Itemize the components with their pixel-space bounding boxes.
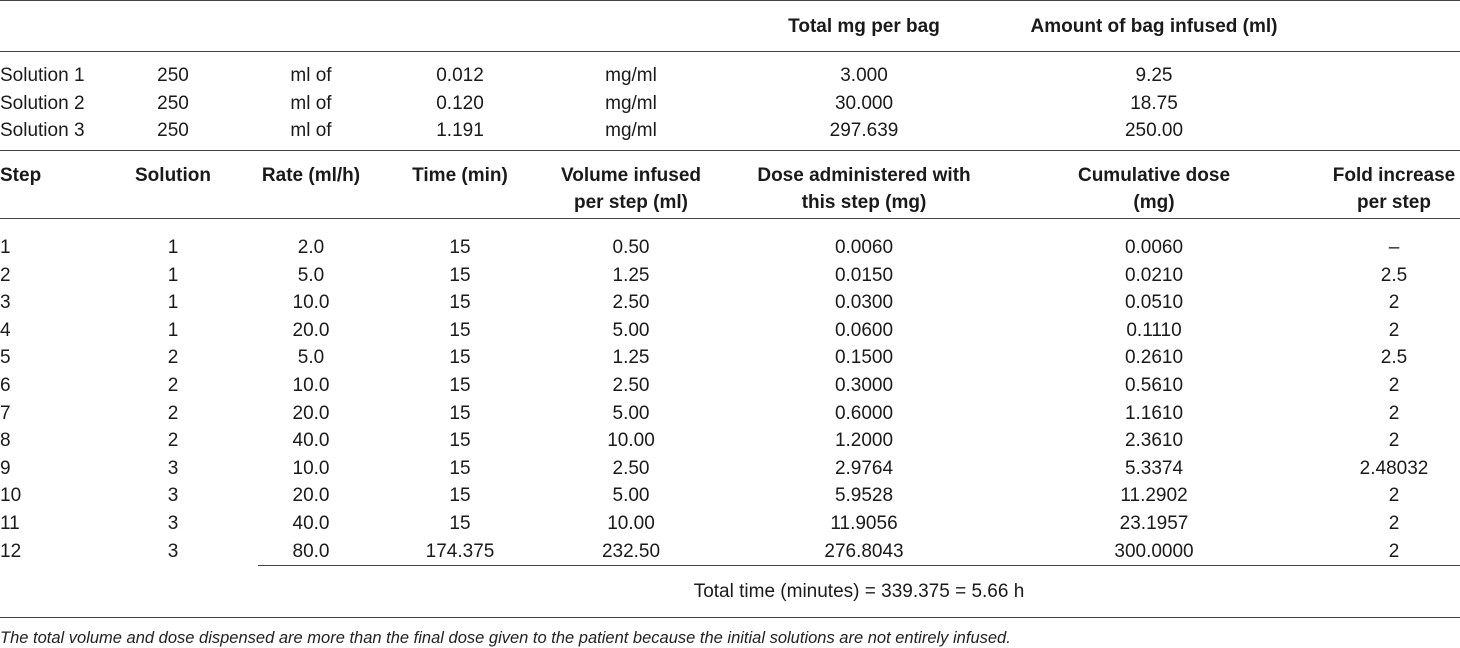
header-fold-line1: Fold increase xyxy=(1332,165,1456,186)
step-dose: 1.2000 xyxy=(834,430,894,451)
step-volume: 2.50 xyxy=(612,458,650,479)
step-number: 1 xyxy=(0,237,11,258)
step-dose: 0.3000 xyxy=(834,375,894,396)
step-volume: 1.25 xyxy=(612,265,650,286)
step-cumulative: 0.1110 xyxy=(1126,320,1182,341)
step-volume: 5.00 xyxy=(612,485,650,506)
step-fold: 2 xyxy=(1388,485,1400,506)
step-fold: 2.48032 xyxy=(1359,458,1429,479)
step-rate: 5.0 xyxy=(297,347,325,368)
step-dose: 0.0150 xyxy=(834,265,894,286)
step-volume: 10.00 xyxy=(607,513,655,534)
solution-concentration: 0.120 xyxy=(436,93,484,114)
step-cumulative: 300.0000 xyxy=(1114,541,1194,562)
step-cumulative: 23.1957 xyxy=(1119,513,1189,534)
step-volume: 10.00 xyxy=(607,430,655,451)
solution-amount-infused: 9.25 xyxy=(1135,65,1173,86)
step-cumulative: 5.3374 xyxy=(1124,458,1184,479)
step-time: 174.375 xyxy=(425,541,495,562)
step-cumulative: 11.2902 xyxy=(1120,485,1188,506)
step-volume: 2.50 xyxy=(612,375,650,396)
step-volume: 5.00 xyxy=(612,320,650,341)
step-solution: 2 xyxy=(167,375,179,396)
step-cumulative: 1.1610 xyxy=(1124,403,1184,424)
step-number: 11 xyxy=(0,513,20,534)
step-cumulative: 0.5610 xyxy=(1124,375,1184,396)
step-solution: 1 xyxy=(167,265,179,286)
step-dose: 0.1500 xyxy=(834,347,894,368)
steps-bottom-rule xyxy=(258,565,1460,566)
step-solution: 2 xyxy=(167,403,179,424)
step-time: 15 xyxy=(449,292,471,313)
step-dose: 0.6000 xyxy=(834,403,894,424)
step-cumulative: 2.3610 xyxy=(1124,430,1184,451)
step-cumulative: 0.0510 xyxy=(1124,292,1184,313)
step-number: 9 xyxy=(0,458,11,479)
solutions-header-rule xyxy=(0,51,1460,52)
step-fold: 2 xyxy=(1388,403,1400,424)
step-fold: 2 xyxy=(1388,320,1400,341)
step-rate: 10.0 xyxy=(292,292,330,313)
step-number: 10 xyxy=(0,485,22,506)
step-dose: 276.8043 xyxy=(824,541,904,562)
step-dose: 2.9764 xyxy=(834,458,894,479)
step-number: 8 xyxy=(0,430,11,451)
solution-concentration-unit: mg/ml xyxy=(605,120,657,141)
step-time: 15 xyxy=(449,403,471,424)
solution-name: Solution 1 xyxy=(0,65,85,86)
step-time: 15 xyxy=(449,458,471,479)
step-solution: 1 xyxy=(167,320,179,341)
step-number: 5 xyxy=(0,347,11,368)
step-rate: 10.0 xyxy=(292,458,330,479)
solution-amount-infused: 250.00 xyxy=(1124,120,1184,141)
step-solution: 1 xyxy=(167,292,179,313)
table-footnote: The total volume and dose dispensed are more than the final dose given to the patient because the initial solutions are not entirely infused. xyxy=(0,629,1011,647)
solution-volume-unit: ml of xyxy=(290,65,332,86)
step-fold: 2 xyxy=(1388,430,1400,451)
solution-volume-unit: ml of xyxy=(290,93,332,114)
step-number: 12 xyxy=(0,541,22,562)
header-amount-infused: Amount of bag infused (ml) xyxy=(1030,16,1278,37)
solution-volume: 250 xyxy=(157,93,189,114)
step-rate: 80.0 xyxy=(292,541,330,562)
solution-concentration: 0.012 xyxy=(436,65,484,86)
step-cumulative: 0.2610 xyxy=(1124,347,1184,368)
solution-concentration: 1.191 xyxy=(436,120,484,141)
steps-header-rule xyxy=(0,218,1460,219)
step-number: 2 xyxy=(0,265,11,286)
table-bottom-rule xyxy=(0,617,1460,618)
step-solution: 3 xyxy=(167,513,179,534)
step-fold: 2.5 xyxy=(1380,347,1408,368)
step-dose: 0.0060 xyxy=(834,237,894,258)
step-rate: 5.0 xyxy=(297,265,325,286)
header-volume-line2: per step (ml) xyxy=(573,192,689,213)
step-rate: 40.0 xyxy=(292,513,330,534)
step-cumulative: 0.0210 xyxy=(1124,265,1184,286)
solution-volume: 250 xyxy=(157,120,189,141)
step-solution: 2 xyxy=(167,347,179,368)
header-total-mg-per-bag: Total mg per bag xyxy=(788,16,940,37)
step-dose: 0.0600 xyxy=(834,320,894,341)
step-time: 15 xyxy=(449,485,471,506)
header-cumulative-line1: Cumulative dose xyxy=(1077,165,1231,186)
step-fold: – xyxy=(1388,237,1400,258)
header-dose-line1: Dose administered with xyxy=(757,165,971,186)
header-cumulative-line2: (mg) xyxy=(1133,192,1175,213)
header-time: Time (min) xyxy=(412,165,508,186)
header-rate: Rate (ml/h) xyxy=(261,165,361,186)
solution-total-mg: 297.639 xyxy=(829,120,899,141)
step-solution: 1 xyxy=(167,237,179,258)
step-rate: 40.0 xyxy=(292,430,330,451)
step-cumulative: 0.0060 xyxy=(1124,237,1184,258)
step-time: 15 xyxy=(449,237,471,258)
header-fold-line2: per step xyxy=(1357,192,1431,213)
step-solution: 3 xyxy=(167,458,179,479)
step-volume: 5.00 xyxy=(612,403,650,424)
solution-amount-infused: 18.75 xyxy=(1130,93,1178,114)
step-number: 7 xyxy=(0,403,11,424)
step-rate: 2.0 xyxy=(297,237,325,258)
solution-name: Solution 2 xyxy=(0,93,85,114)
step-volume: 0.50 xyxy=(612,237,650,258)
header-dose-line2: this step (mg) xyxy=(801,192,927,213)
solution-concentration-unit: mg/ml xyxy=(605,65,657,86)
step-time: 15 xyxy=(449,265,471,286)
step-fold: 2 xyxy=(1388,292,1400,313)
step-time: 15 xyxy=(449,320,471,341)
header-solution: Solution xyxy=(135,165,211,186)
step-number: 3 xyxy=(0,292,11,313)
step-volume: 232.50 xyxy=(601,541,661,562)
step-dose: 11.9056 xyxy=(830,513,898,534)
solution-total-mg: 3.000 xyxy=(840,65,888,86)
step-fold: 2.5 xyxy=(1380,265,1408,286)
solution-volume: 250 xyxy=(157,65,189,86)
total-time: Total time (minutes) = 339.375 = 5.66 h xyxy=(693,581,1025,602)
solution-total-mg: 30.000 xyxy=(834,93,894,114)
step-time: 15 xyxy=(449,375,471,396)
step-time: 15 xyxy=(449,347,471,368)
step-dose: 5.9528 xyxy=(834,485,894,506)
step-rate: 20.0 xyxy=(292,485,330,506)
steps-top-rule xyxy=(0,150,1460,151)
step-rate: 20.0 xyxy=(292,403,330,424)
solution-volume-unit: ml of xyxy=(290,120,332,141)
top-rule xyxy=(0,0,1460,1)
step-volume: 1.25 xyxy=(612,347,650,368)
step-fold: 2 xyxy=(1388,513,1400,534)
step-fold: 2 xyxy=(1388,375,1400,396)
solution-name: Solution 3 xyxy=(0,120,85,141)
step-dose: 0.0300 xyxy=(834,292,894,313)
header-volume-line1: Volume infused xyxy=(560,165,702,186)
step-time: 15 xyxy=(449,513,471,534)
step-solution: 3 xyxy=(167,541,179,562)
step-volume: 2.50 xyxy=(612,292,650,313)
step-number: 4 xyxy=(0,320,11,341)
step-rate: 10.0 xyxy=(292,375,330,396)
step-rate: 20.0 xyxy=(292,320,330,341)
step-solution: 2 xyxy=(167,430,179,451)
step-time: 15 xyxy=(449,430,471,451)
header-step: Step xyxy=(0,165,42,186)
step-number: 6 xyxy=(0,375,11,396)
step-fold: 2 xyxy=(1388,541,1400,562)
step-solution: 3 xyxy=(167,485,179,506)
solution-concentration-unit: mg/ml xyxy=(605,93,657,114)
